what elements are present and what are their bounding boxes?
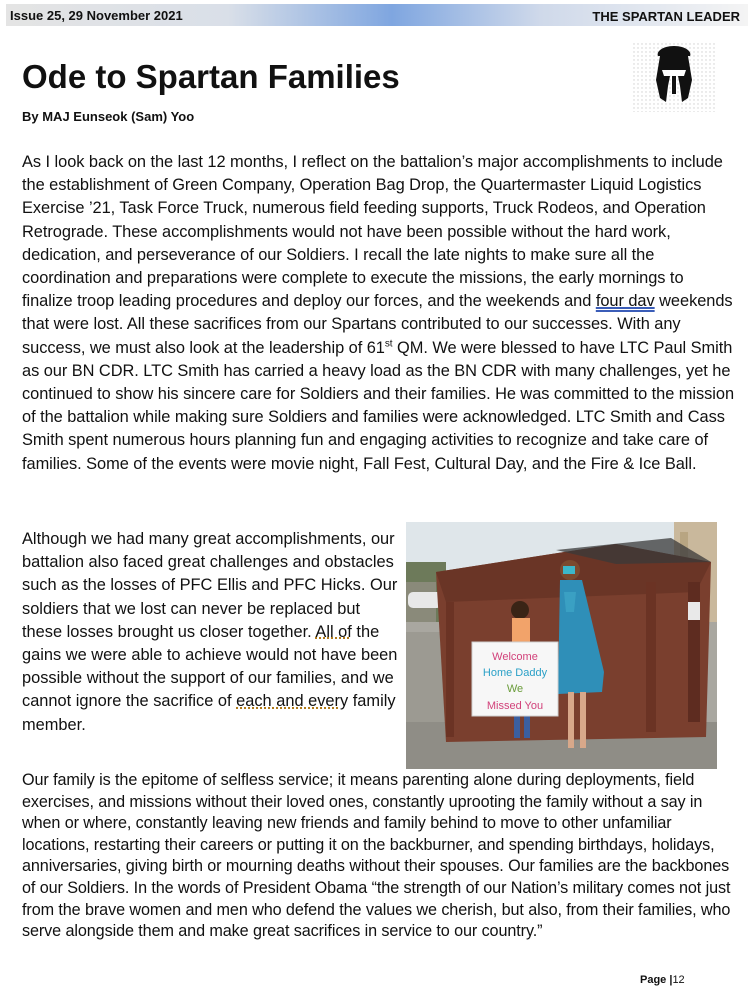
spartan-helmet-icon bbox=[632, 42, 716, 112]
family-photo bbox=[406, 522, 717, 769]
byline: By MAJ Eunseok (Sam) Yoo bbox=[22, 109, 195, 124]
paragraph-3: Our family is the epitome of selfless service; it means parenting alone during deployments, field exercises, and missions without their loved ones, constantly uprooting the family without a say in when or where, constantly leaving new friends and family behind to move to other unfamiliar locations, restarting their careers or putting it on the backburner, and spending birthdays, holidays, anniversaries, giving birth or mourning deaths without their spouses. Our families are the backbones of our Soldiers. In the words of President Obama “the strength of our Nation’s military comes not just from the brave women and men who defend the values we cherish, but also, from their families, who serve alongside them and make great sacrifices in service to our country.” bbox=[22, 771, 731, 941]
page-number: Page |12 bbox=[640, 974, 685, 986]
paragraph-1: As I look back on the last 12 months, I reflect on the battalion’s major accomplishments to include the establishment of Green Company, Operation Bag Drop, the Quartermaster Liquid Logistics Exercise ’21, Task Force Truck, numerous field feeding supports, Truck Rodeos, and Operation Retrograde. These accomplishments would not have been possible without the hard work, dedication, and perseverance of our Soldiers. I recall the late nights to make sure all the coordination and preparations were complete to execute the missions, the early mornings to finalize troop leading procedures and deploy our forces, and the weekends and four dav weekends that were lost. All these sacrifices from our Spartans contributed to our successes. With any success, we must also look at the leadership of 61st QM. We were blessed to have LTC Paul Smith as our BN CDR. LTC Smith has carried a heavy load as the BN CDR with many challenges, yet he continued to show his sincere care for Soldiers and their families. He was committed to the mission of the battalion while making sure Soldiers and families were acknowledged. LTC Smith and Cass Smith spent numerous hours planning fun and engaging activities to recognize and take care of families. Some of the events were movie night, Fall Fest, Cultural Day, and the Fire & Ice Ball. bbox=[22, 153, 735, 473]
article-title: Ode to Spartan Families bbox=[22, 58, 400, 95]
underlined-phrase: All of bbox=[315, 622, 352, 641]
sign-text: Missed You bbox=[486, 700, 544, 712]
sign-text: Home Daddy bbox=[482, 667, 548, 679]
underlined-phrase: four dav bbox=[595, 292, 655, 311]
sign-text: Welcome bbox=[492, 651, 538, 663]
paragraph-2: Although we had many great accomplishments, our battalion also faced great challenges and obstacles such as the losses of PFC Ellis and PFC Hicks. Our soldiers that we lost can never be replaced but these losses brought us closer together. All of the gains we were able to achieve would not have been possible without the support of our families, and we cannot ignore the sacrifice of each and every family member. bbox=[22, 530, 398, 734]
newsletter-title: THE SPARTAN LEADER bbox=[592, 9, 740, 24]
issue-date: Issue 25, 29 November 2021 bbox=[10, 8, 183, 23]
sign-text: We bbox=[506, 683, 524, 695]
underlined-phrase: each and every bbox=[236, 692, 349, 711]
